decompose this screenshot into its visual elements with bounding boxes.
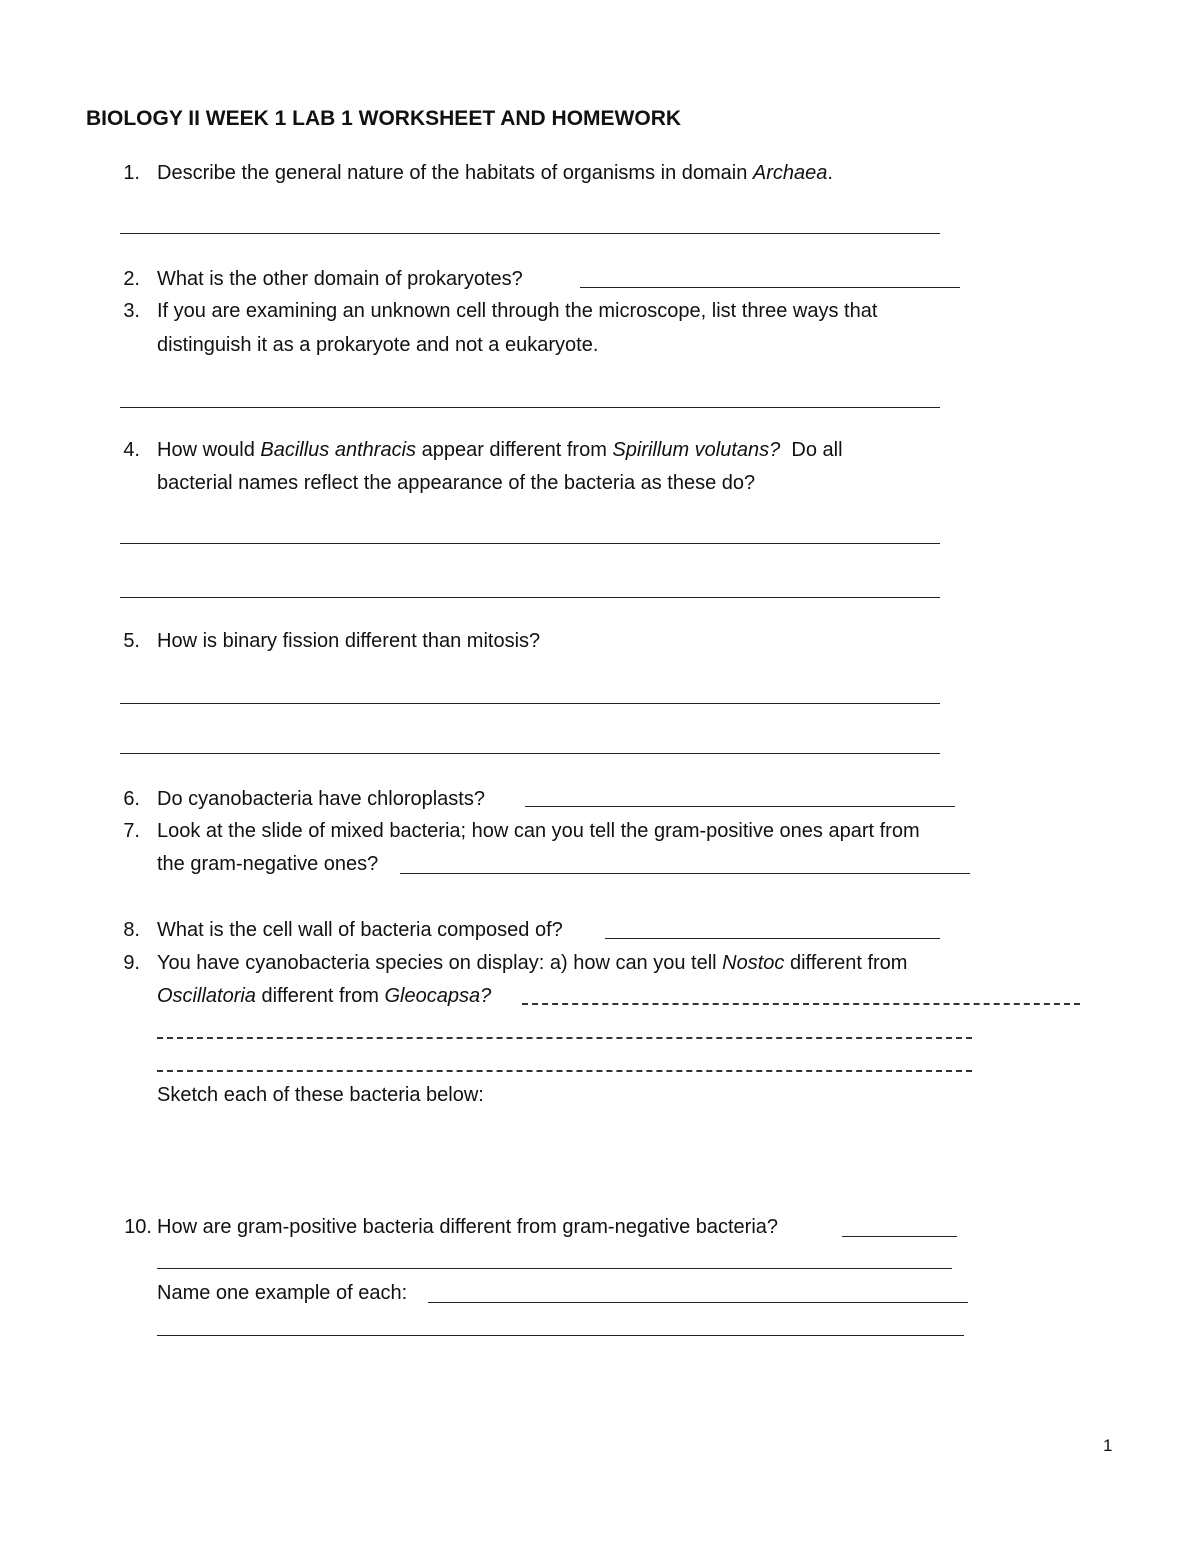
q5-number: 5. — [123, 630, 140, 652]
q9-nostoc: Nostoc — [722, 952, 785, 974]
q10-example-prompt: Name one example of each: — [157, 1282, 408, 1304]
q9-text-c: different from — [784, 952, 908, 974]
q5-text: How is binary fission different than mitosis? — [157, 630, 541, 652]
q6-number: 6. — [123, 788, 140, 810]
q5-answer-line-1[interactable] — [120, 703, 940, 704]
q8-text: What is the cell wall of bacteria composed of? — [157, 919, 563, 941]
q9-answer-line-3[interactable] — [157, 1070, 972, 1072]
q10-answer-line-2[interactable] — [157, 1268, 952, 1269]
q3-answer-line[interactable] — [120, 407, 940, 408]
q9-oscillatoria: Oscillatoria — [157, 985, 256, 1007]
page-number: 1 — [1103, 1436, 1113, 1455]
q7-line1: Look at the slide of mixed bacteria; how can you tell the gram-positive ones apart from — [157, 820, 920, 842]
q5-answer-line-2[interactable] — [120, 753, 940, 754]
q1-text — [157, 160, 833, 186]
page-title: BIOLOGY II WEEK 1 LAB 1 WORKSHEET AND HOMEWORK — [86, 107, 682, 130]
q6-answer-line[interactable] — [525, 806, 955, 807]
q4-bacillus: Bacillus anthracis — [260, 439, 417, 461]
q9-answer-line-1[interactable] — [522, 1003, 1080, 1005]
q2-text: What is the other domain of prokaryotes? — [157, 268, 523, 290]
q3-number: 3. — [123, 300, 140, 322]
q7-line2: the gram-negative ones? — [157, 853, 379, 875]
q10-answer-line-3[interactable] — [157, 1335, 964, 1336]
q9-text-a: You have cyanobacteria species on display: a) how can you tell — [157, 952, 723, 974]
q9-line1 — [157, 950, 907, 976]
q4-line2: bacterial names reflect the appearance of the bacteria as these do? — [157, 472, 756, 494]
q7-number: 7. — [123, 820, 140, 842]
q1-text-a: Describe the general nature of the habitats of organisms in domain — [157, 162, 753, 184]
q7-answer-line[interactable] — [400, 873, 970, 874]
q3-line1: If you are examining an unknown cell through the microscope, list three ways that — [157, 300, 878, 322]
q4-text-c: appear different from — [416, 439, 613, 461]
q1-text-c: . — [827, 162, 833, 184]
q4-answer-line-2[interactable] — [120, 597, 940, 598]
q4-line1 — [157, 437, 843, 463]
q4-text-e: Do all — [780, 439, 843, 461]
q10-text: How are gram-positive bacteria different from gram-negative bacteria? — [157, 1216, 779, 1238]
q9-sketch-instruction: Sketch each of these bacteria below: — [157, 1084, 484, 1106]
q1-number: 1. — [123, 162, 140, 184]
q4-spirillum: Spirillum volutans? — [612, 439, 781, 461]
q3-line2: distinguish it as a prokaryote and not a eukaryote. — [157, 334, 599, 356]
q4-answer-line-1[interactable] — [120, 543, 940, 544]
q2-answer-line[interactable] — [580, 287, 960, 288]
q9-line2 — [157, 983, 491, 1009]
q8-answer-line[interactable] — [605, 938, 940, 939]
q2-number: 2. — [123, 268, 140, 290]
q9-gleocapsa: Gleocapsa? — [384, 985, 492, 1007]
q9-number: 9. — [123, 952, 140, 974]
q1-archaea: Archaea — [752, 162, 828, 184]
q9-answer-line-2[interactable] — [157, 1037, 972, 1039]
q10-answer-line-1[interactable] — [842, 1236, 957, 1237]
q10-example-line[interactable] — [428, 1302, 968, 1303]
q10-number: 10. — [124, 1216, 152, 1238]
q9-text-e: different from — [255, 985, 385, 1007]
q4-number: 4. — [123, 439, 140, 461]
q1-answer-line[interactable] — [120, 233, 940, 234]
q6-text: Do cyanobacteria have chloroplasts? — [157, 788, 485, 810]
q8-number: 8. — [123, 919, 140, 941]
q4-text-a: How would — [157, 439, 261, 461]
